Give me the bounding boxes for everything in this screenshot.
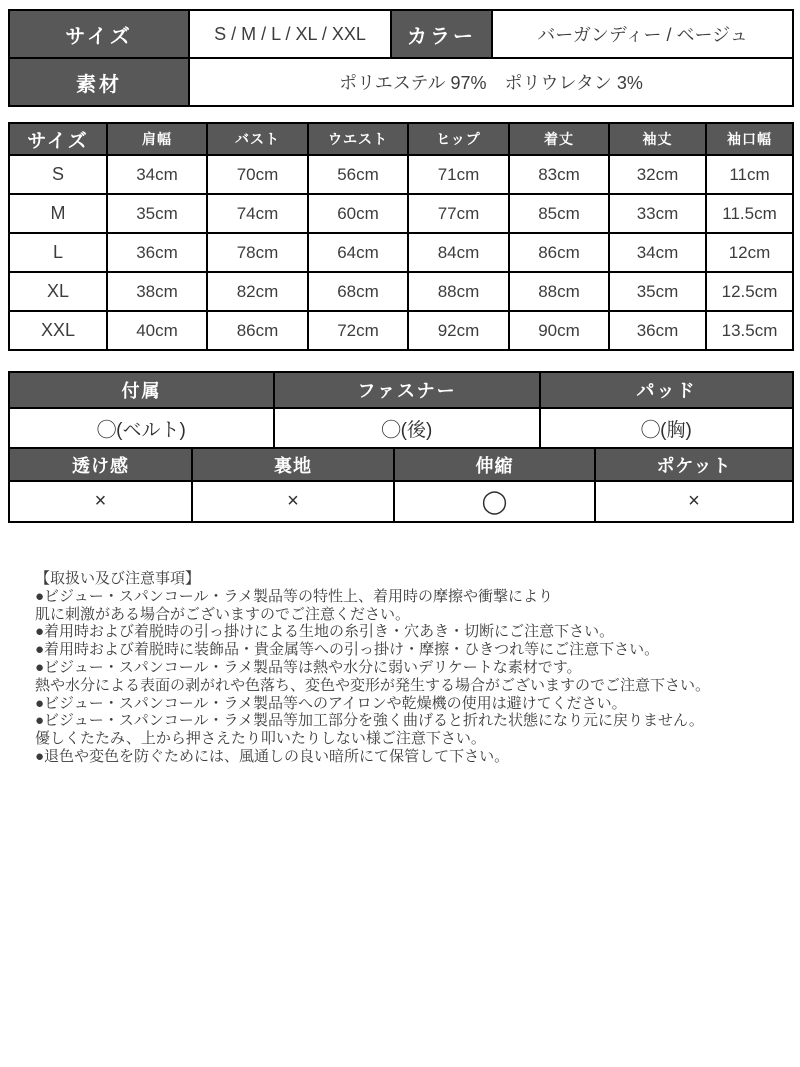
measurement-cell: 90cm: [509, 311, 609, 350]
fastener-label: ファスナー: [274, 372, 540, 408]
measurement-cell: 88cm: [509, 272, 609, 311]
attachments-value: ◯(ベルト): [9, 408, 274, 448]
measurement-cell: 36cm: [107, 233, 207, 272]
measurement-cell: 34cm: [609, 233, 706, 272]
measurements-table: [8, 122, 794, 351]
header-cuff-width: 袖口幅: [706, 123, 793, 155]
measurement-cell: 40cm: [107, 311, 207, 350]
sheer-label: 透け感: [9, 448, 192, 481]
note-line: 肌に刺激がある場合がございますのでご注意ください。: [35, 605, 411, 623]
measurement-cell: 35cm: [609, 272, 706, 311]
lining-value: ×: [192, 481, 394, 522]
measurement-cell: 84cm: [408, 233, 509, 272]
header-shoulder-width: 肩幅: [107, 123, 207, 155]
fastener-value: ◯(後): [274, 408, 540, 448]
features-bottom-table: [8, 447, 794, 523]
measurement-cell: 12cm: [706, 233, 793, 272]
material-value-cell: ポリエステル 97% ポリウレタン 3%: [189, 58, 793, 106]
measurement-cell: 77cm: [408, 194, 509, 233]
size-row-s: [9, 155, 793, 194]
table-header-row: [9, 448, 793, 481]
material-label-cell: 素材: [9, 58, 189, 106]
stretch-value: ◯: [394, 481, 595, 522]
pad-value: ◯(胸): [540, 408, 793, 448]
header-sleeve-length: 袖丈: [609, 123, 706, 155]
measurement-cell: 38cm: [107, 272, 207, 311]
header-length: 着丈: [509, 123, 609, 155]
table-row: [9, 10, 793, 58]
measurement-cell: 35cm: [107, 194, 207, 233]
measurement-cell: 33cm: [609, 194, 706, 233]
row-label: S: [9, 155, 107, 194]
measurement-cell: 68cm: [308, 272, 408, 311]
pocket-label: ポケット: [595, 448, 793, 481]
size-row-xxl: [9, 311, 793, 350]
stretch-label: 伸縮: [394, 448, 595, 481]
measurement-cell: 11cm: [706, 155, 793, 194]
measurement-cell: 72cm: [308, 311, 408, 350]
sheer-value: ×: [9, 481, 192, 522]
note-line: ●ビジュー・スパンコール・ラメ製品等へのアイロンや乾燥機の使用は避けてください。: [35, 694, 627, 712]
note-line: 優しくたたみ、上から押さえたり叩いたりしない様ご注意下さい。: [35, 730, 486, 748]
header-waist: ウエスト: [308, 123, 408, 155]
measurement-cell: 71cm: [408, 155, 509, 194]
measurement-cell: 70cm: [207, 155, 308, 194]
row-label: XL: [9, 272, 107, 311]
measurement-cell: 32cm: [609, 155, 706, 194]
header-bust: バスト: [207, 123, 308, 155]
measurement-cell: 36cm: [609, 311, 706, 350]
table-header-row: [9, 123, 793, 155]
note-line: ●着用時および着脱時に装飾品・貴金属等への引っ掛け・摩擦・ひきつれ等にご注意下さい。: [35, 641, 660, 659]
table-header-row: [9, 372, 793, 408]
spec-table: [8, 9, 794, 107]
measurement-cell: 82cm: [207, 272, 308, 311]
pad-label: パッド: [540, 372, 793, 408]
measurement-cell: 64cm: [308, 233, 408, 272]
header-hip: ヒップ: [408, 123, 509, 155]
size-row-l: [9, 233, 793, 272]
measurement-cell: 86cm: [207, 311, 308, 350]
measurement-cell: 92cm: [408, 311, 509, 350]
measurement-cell: 60cm: [308, 194, 408, 233]
measurement-cell: 83cm: [509, 155, 609, 194]
note-line: ●着用時および着脱時の引っ掛けによる生地の糸引き・穴あき・切断にご注意下さい。: [35, 623, 615, 641]
note-line: ●退色や変色を防ぐためには、風通しの良い暗所にて保管して下さい。: [35, 747, 510, 765]
pocket-value: ×: [595, 481, 793, 522]
attachments-label: 付属: [9, 372, 274, 408]
measurement-cell: 74cm: [207, 194, 308, 233]
size-label-cell: サイズ: [9, 10, 189, 58]
measurement-cell: 34cm: [107, 155, 207, 194]
table-row: [9, 481, 793, 522]
lining-label: 裏地: [192, 448, 394, 481]
table-row: [9, 58, 793, 106]
note-line: ●ビジュー・スパンコール・ラメ製品等の特性上、着用時の摩擦や衝撃により: [35, 587, 554, 605]
measurement-cell: 11.5cm: [706, 194, 793, 233]
measurement-cell: 12.5cm: [706, 272, 793, 311]
measurement-cell: 86cm: [509, 233, 609, 272]
note-line: ●ビジュー・スパンコール・ラメ製品等は熱や水分に弱いデリケートな素材です。: [35, 658, 582, 676]
features-top-table: [8, 371, 794, 449]
note-line: ●ビジュー・スパンコール・ラメ製品等加工部分を強く曲げると折れた状態になり元に戻りません。: [35, 712, 704, 730]
care-notes-section: [35, 570, 772, 766]
measurement-cell: 56cm: [308, 155, 408, 194]
row-label: L: [9, 233, 107, 272]
measurement-cell: 13.5cm: [706, 311, 793, 350]
color-value-cell: バーガンディー / ベージュ: [492, 10, 793, 58]
notes-title: 【取扱い及び注意事項】: [35, 570, 201, 587]
row-label: M: [9, 194, 107, 233]
row-label: XXL: [9, 311, 107, 350]
color-label-cell: カラー: [391, 10, 492, 58]
measurement-cell: 85cm: [509, 194, 609, 233]
note-line: 熱や水分による表面の剥がれや色落ち、変色や変形が発生する場合がございますのでご注意下さい。: [35, 676, 711, 694]
size-row-xl: [9, 272, 793, 311]
table-row: [9, 408, 793, 448]
header-size: サイズ: [9, 123, 107, 155]
size-value-cell: S / M / L / XL / XXL: [189, 10, 391, 58]
size-row-m: [9, 194, 793, 233]
measurement-cell: 78cm: [207, 233, 308, 272]
measurement-cell: 88cm: [408, 272, 509, 311]
